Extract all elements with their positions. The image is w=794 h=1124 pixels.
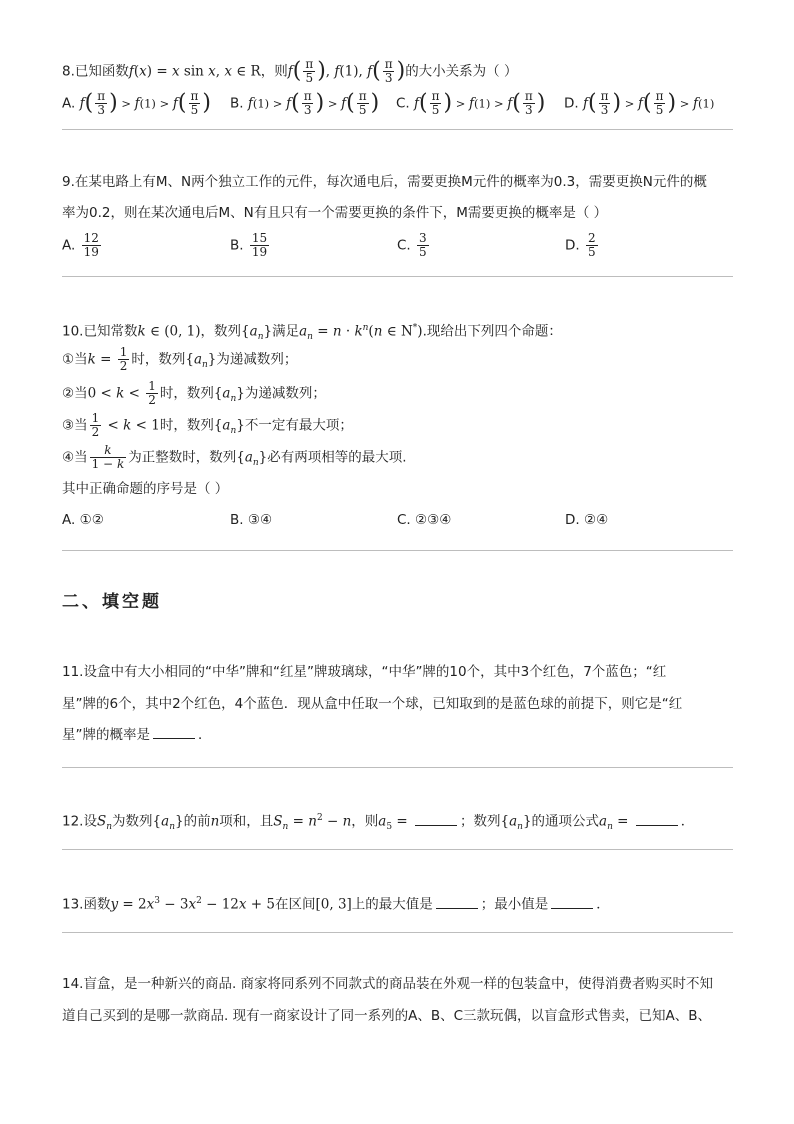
q9-line-1: 9.在某电路上有M、N两个独立工作的元件，每次通电后，需要更换M元件的概率为0.3，需要更换N元件的概	[62, 174, 707, 190]
q8-option-a[interactable]: A. f( $\frac{\pi}{3}$ ) > f(1) > f( $\frac{\pi}{5}$ )	[62, 89, 211, 117]
answer-blank[interactable]	[436, 896, 478, 909]
q10-option-c[interactable]: C. ②③④	[397, 512, 452, 528]
q10-proposition-4: ④当 $\frac{k}{1 - k}$ 为正整数时，数列$\{a_n\}$必有两项相等的最大项.	[62, 443, 407, 471]
q8-option-b[interactable]: B. f(1) > f( $\frac{\pi}{3}$ ) > f( $\frac{\pi}{5}$ )	[230, 89, 380, 117]
q11-line-3: 星”牌的概率是 ．	[62, 727, 212, 743]
q9-option-b[interactable]: B. $\frac{15}{19}$	[230, 231, 268, 259]
q11-line-1: 11.设盒中有大小相同的“中华”牌和“红星”牌玻璃球，“中华”牌的10个，其中3个红色，7个蓝色；“红	[62, 664, 667, 680]
q8-stem: 8.已知函数f(x) = x sin x, x ∈ R，则f( $\frac{\pi}{5}$ ), f(1), f( $\frac{\pi}{3}$ )的大小关系为（ ）	[62, 57, 518, 85]
divider	[62, 276, 733, 277]
divider	[62, 550, 733, 551]
q10-proposition-2: ②当0 < k < $\frac{1}{2}$ 时，数列$\{a_n\}$为递减数列；	[62, 379, 326, 407]
answer-blank[interactable]	[415, 813, 457, 826]
answer-blank[interactable]	[551, 896, 593, 909]
q10-option-a[interactable]: A. ①②	[62, 512, 104, 528]
q9-line-2: 率为0.2，则在某次通电后M、N有且只有一个需要更换的条件下，M需要更换的概率是（ ）	[62, 205, 608, 221]
q9-option-c[interactable]: C. $\frac{3}{5}$	[397, 231, 427, 259]
q10-proposition-3: ③当 $\frac{1}{2}$ < k < 1时，数列$\{a_n\}$不一定有最大项；	[62, 411, 353, 439]
divider	[62, 932, 733, 933]
q14-line-2: 道自己买到的是哪一款商品. 现有一商家设计了同一系列的A、B、C三款玩偶，以盲盒形式售卖，已知A、B、	[62, 1008, 712, 1024]
q10-proposition-1: ①当k = $\frac{1}{2}$ 时，数列$\{a_n\}$为递减数列；	[62, 345, 298, 373]
section-heading: 二、填空题	[62, 592, 162, 612]
q8-option-d[interactable]: D. f( $\frac{\pi}{3}$ ) > f( $\frac{\pi}{5}$ ) > f(1)	[564, 89, 715, 117]
divider	[62, 767, 733, 768]
divider	[62, 849, 733, 850]
q10-question: 其中正确命题的序号是（ ）	[62, 481, 229, 497]
q10-option-b[interactable]: B. ③④	[230, 512, 273, 528]
q13-stem: 13.函数$y = 2x^3 - 3x^2 - 12x + 5$在区间[0, 3]上的最大值是 ；最小值是 ．	[62, 896, 610, 913]
answer-blank[interactable]	[636, 813, 678, 826]
answer-blank[interactable]	[153, 726, 195, 739]
q12-stem: 12.设$S_n$为数列$\{a_n\}$的前n项和，且$S_n = n^2 - n$，则$a_5$ = ；数列$\{a_n\}$的通项公式$a_n$ = ．	[62, 813, 695, 833]
divider	[62, 129, 733, 130]
q14-line-1: 14.盲盒，是一种新兴的商品. 商家将同系列不同款式的商品装在外观一样的包装盒中，使得消费者购买时不知	[62, 976, 714, 992]
q9-option-d[interactable]: D. $\frac{2}{5}$	[565, 231, 596, 259]
q11-line-2: 星”牌的6个，其中2个红色，4个蓝色．现从盒中任取一个球，已知取到的是蓝色球的前提下，则它是“红	[62, 696, 683, 712]
q8-option-c[interactable]: C. f( $\frac{\pi}{5}$ ) > f(1) > f( $\frac{\pi}{3}$ )	[396, 89, 546, 117]
q10-stem: 10.已知常数k ∈ (0, 1)，数列$\{a_n\}$满足$a_n = n \cdot k^n(n$ ∈ N*).现给出下列四个命题：	[62, 323, 562, 343]
q9-option-a[interactable]: A. $\frac{12}{19}$	[62, 231, 99, 259]
q10-option-d[interactable]: D. ②④	[565, 512, 609, 528]
